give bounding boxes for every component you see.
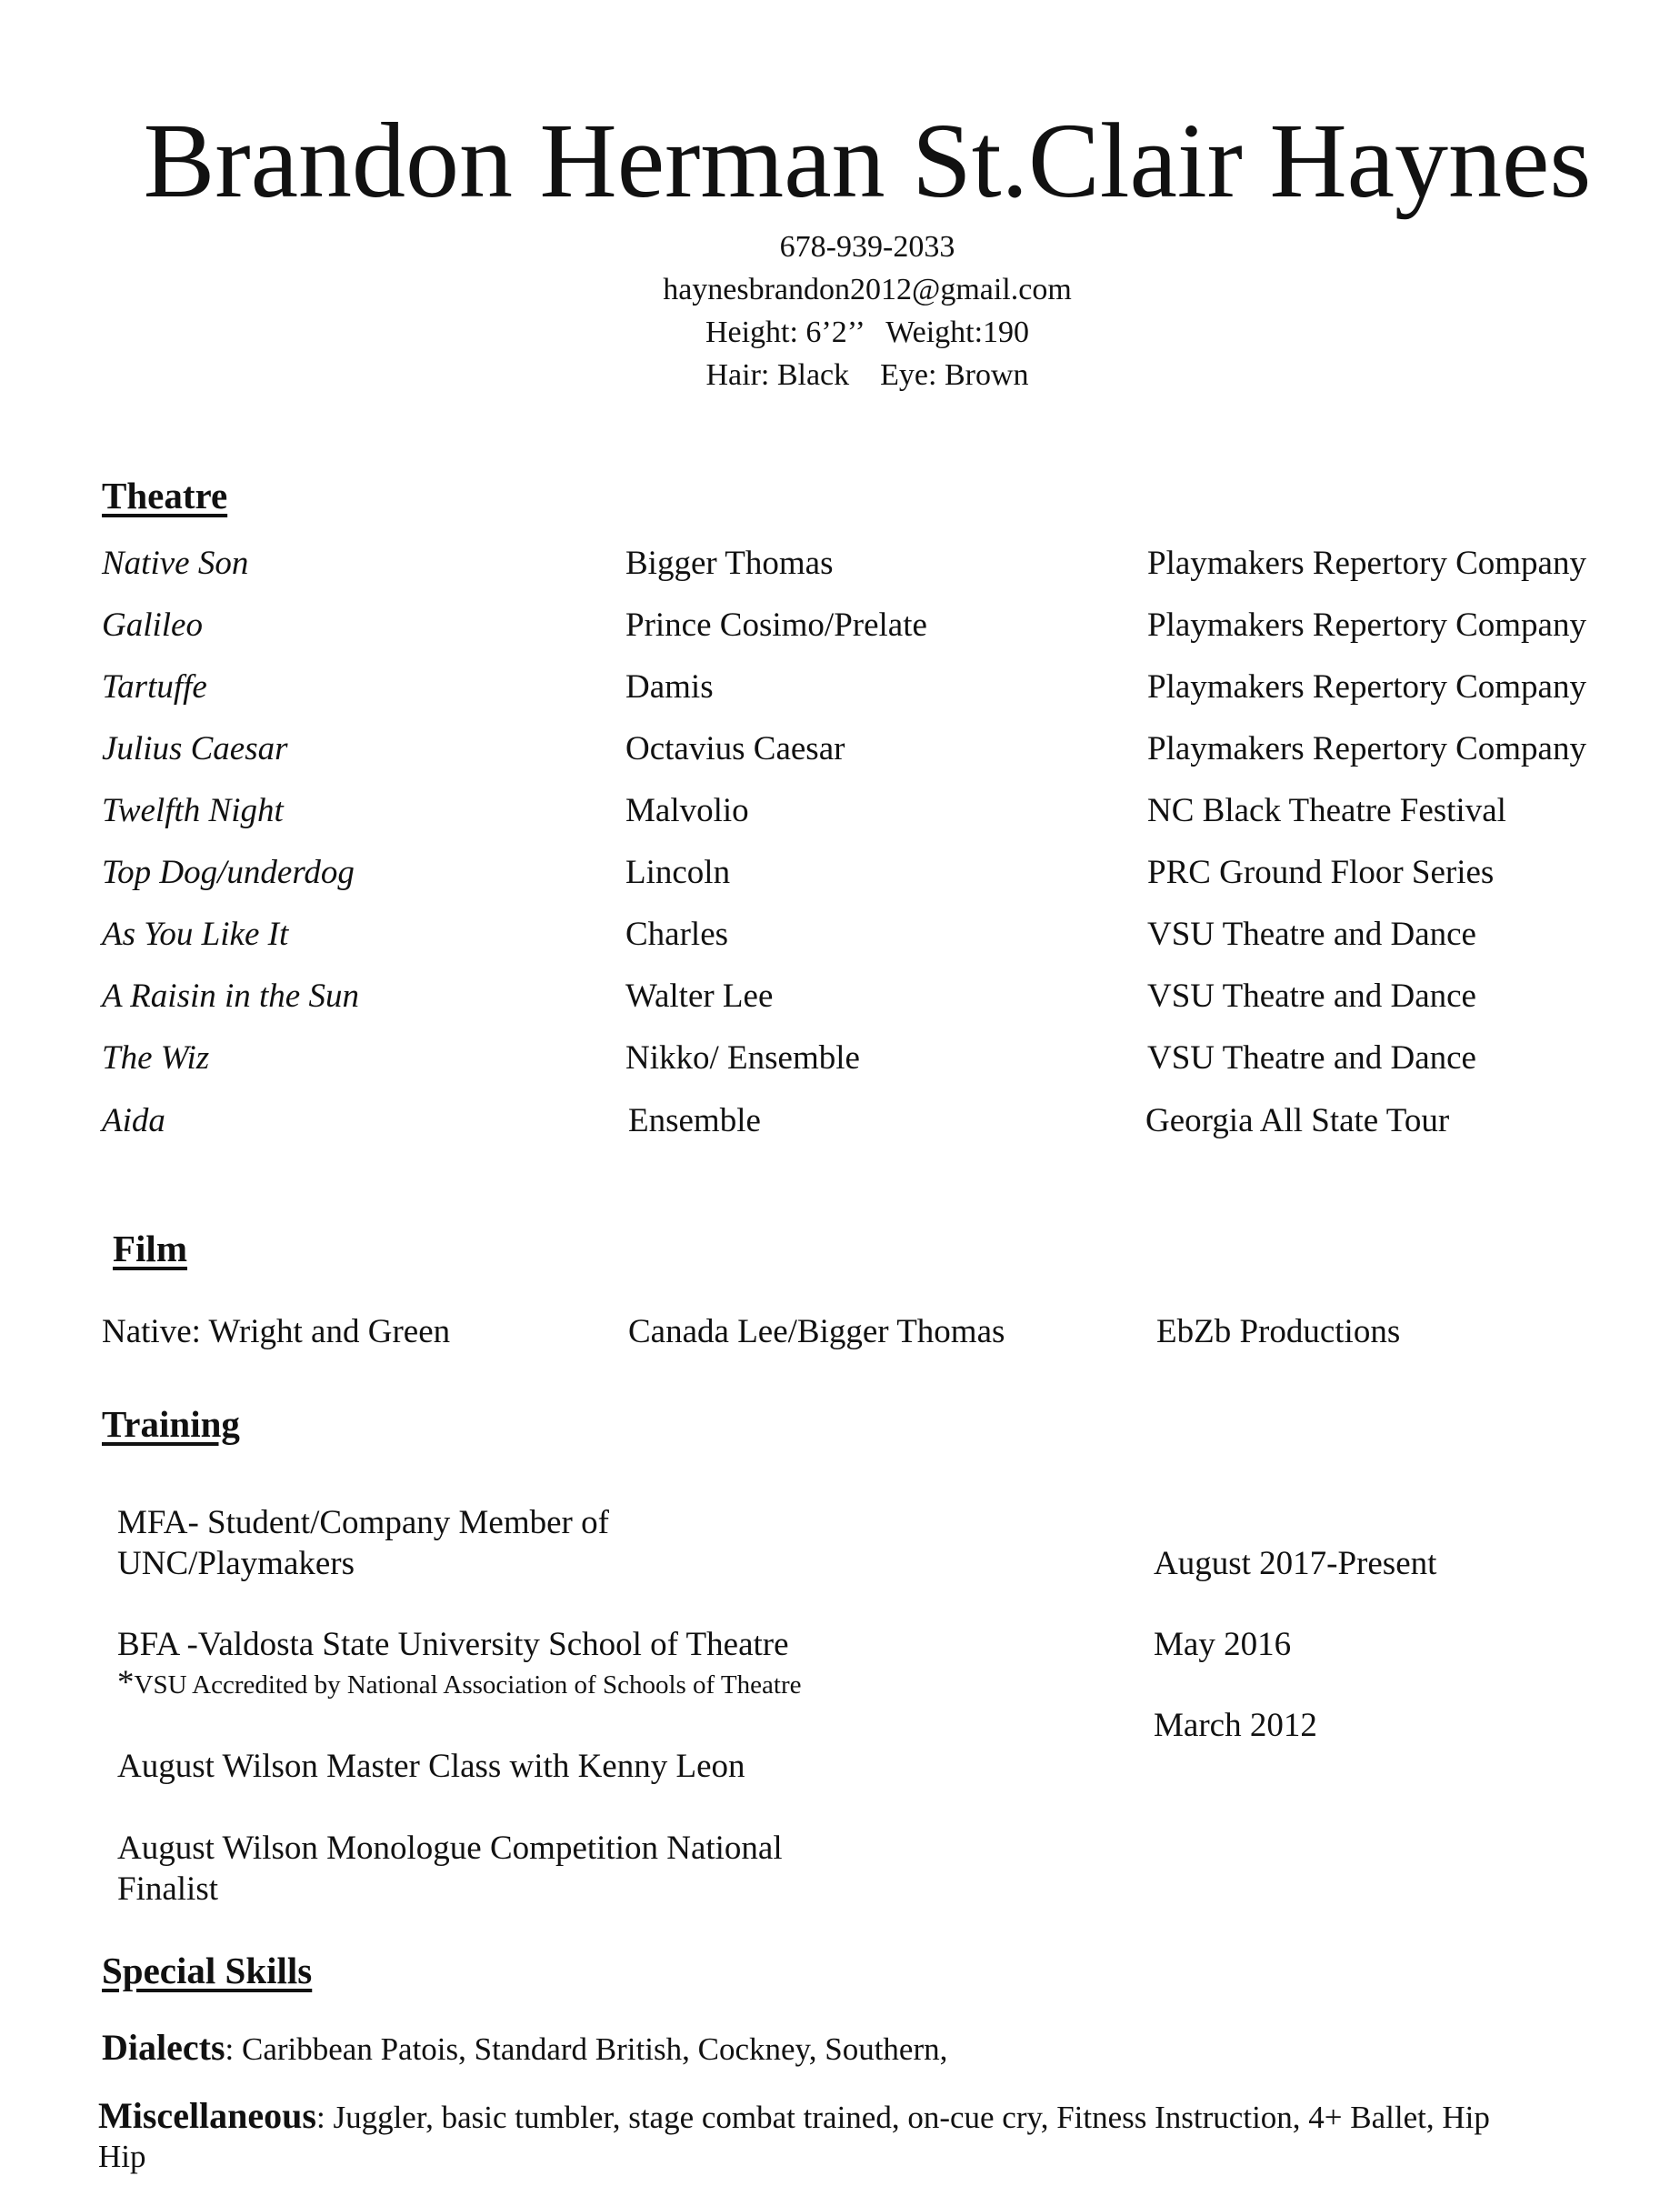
film-company: EbZb Productions [1156, 1313, 1401, 1350]
theatre-title: Top Dog/underdog [102, 854, 355, 891]
theatre-company: VSU Theatre and Dance [1147, 916, 1476, 953]
theatre-role: Prince Cosimo/Prelate [625, 607, 927, 644]
resume-name: Brandon Herman St.Clair Haynes [143, 101, 1592, 220]
theatre-title: The Wiz [102, 1039, 210, 1077]
theatre-title: Julius Caesar [102, 730, 288, 767]
skill-dialects [102, 2027, 948, 2068]
theatre-company: Playmakers Repertory Company [1147, 668, 1586, 706]
film-title: Native: Wright and Green [102, 1313, 451, 1350]
theatre-company: VSU Theatre and Dance [1147, 1039, 1476, 1077]
misc-label: Miscellaneous [98, 2095, 316, 2136]
theatre-title: Tartuffe [102, 668, 207, 706]
note-text: VSU Accredited by National Association of Schools of Theatre [134, 1670, 802, 1700]
theatre-company: Playmakers Repertory Company [1147, 607, 1586, 644]
training-mfa-date: August 2017-Present [1154, 1545, 1437, 1582]
height-weight: Height: 6’2’’ Weight:190 [705, 316, 1030, 349]
theatre-title: Aida [102, 1102, 165, 1139]
theatre-role: Ensemble [628, 1102, 761, 1139]
theatre-company: Georgia All State Tour [1145, 1102, 1450, 1139]
section-theatre: Theatre [102, 475, 228, 516]
misc-text-line2: Hip [98, 2139, 146, 2174]
theatre-company: Playmakers Repertory Company [1147, 545, 1586, 582]
section-film: Film [113, 1228, 187, 1269]
theatre-title: As You Like It [102, 916, 289, 953]
theatre-role: Nikko/ Ensemble [625, 1039, 860, 1077]
film-role: Canada Lee/Bigger Thomas [628, 1313, 1005, 1350]
training-bfa-date: May 2016 [1154, 1626, 1292, 1663]
section-special-skills: Special Skills [102, 1950, 313, 1991]
dialects-text: : Caribbean Patois, Standard British, Cockney, Southern, [225, 2031, 948, 2067]
email: haynesbrandon2012@gmail.com [663, 273, 1072, 306]
training-master-date: March 2012 [1154, 1707, 1317, 1744]
theatre-company: PRC Ground Floor Series [1147, 854, 1495, 891]
theatre-role: Octavius Caesar [625, 730, 845, 767]
note-asterisk: * [117, 1664, 135, 1701]
theatre-company: Playmakers Repertory Company [1147, 730, 1586, 767]
theatre-title: A Raisin in the Sun [102, 978, 359, 1015]
training-mfa-line2: UNC/Playmakers [117, 1545, 355, 1582]
training-bfa: BFA -Valdosta State University School of Theatre [117, 1626, 789, 1663]
training-monologue-line1: August Wilson Monologue Competition National [117, 1830, 783, 1867]
misc-text: : Juggler, basic tumbler, stage combat trained, on-cue cry, Fitness Instruction, 4+ Ballet, Hip [315, 2100, 1490, 2135]
theatre-role: Walter Lee [625, 978, 774, 1015]
hair-eye: Hair: Black Eye: Brown [705, 358, 1029, 392]
theatre-title: Twelfth Night [102, 792, 284, 829]
theatre-role: Damis [625, 668, 714, 706]
skill-miscellaneous [98, 2095, 1490, 2136]
section-training: Training [102, 1403, 240, 1445]
phone: 678-939-2033 [779, 230, 955, 264]
theatre-company: VSU Theatre and Dance [1147, 978, 1476, 1015]
training-mfa-line1: MFA- Student/Company Member of [117, 1504, 609, 1541]
theatre-role: Bigger Thomas [625, 545, 834, 582]
theatre-role: Malvolio [625, 792, 749, 829]
training-master-class: August Wilson Master Class with Kenny Leon [117, 1748, 745, 1785]
theatre-role: Charles [625, 916, 729, 953]
theatre-title: Native Son [102, 545, 249, 582]
training-monologue-line2: Finalist [117, 1870, 219, 1908]
theatre-title: Galileo [102, 607, 203, 644]
theatre-company: NC Black Theatre Festival [1147, 792, 1506, 829]
dialects-label: Dialects [102, 2027, 225, 2068]
theatre-role: Lincoln [625, 854, 731, 891]
training-bfa-note [117, 1666, 801, 1700]
